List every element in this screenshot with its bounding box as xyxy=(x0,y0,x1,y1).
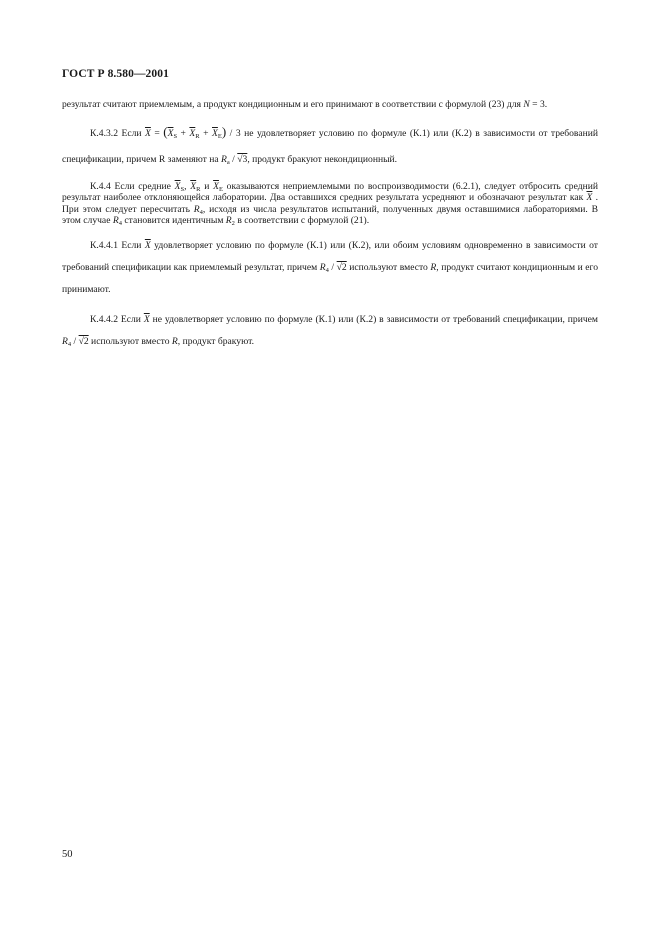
p4-x-mean: $\overline{X}$ xyxy=(144,239,151,251)
paragraph-k4-4 xyxy=(62,181,598,227)
p5-mid: не удовлетворяет условию по формуле (К.1) или (К.2) в зависимости от требований спецификации, причем xyxy=(149,313,598,325)
p5-x-mean: $\overline{X}$ xyxy=(143,313,150,325)
p4-sqrt2: √2 xyxy=(336,261,347,273)
p3-and: и xyxy=(200,180,214,192)
p5-sqrt2: √2 xyxy=(78,335,89,347)
p2-rparen: ) xyxy=(221,123,227,139)
p2-mid: не удовлетворяет условию по формуле (К.1) или (К.2) в зависимости от требований спецификации, причем R заменяют на xyxy=(62,127,598,165)
p5-r4: R xyxy=(62,335,68,347)
p2-x-mean: $\overline{X}$ xyxy=(144,127,151,139)
p1-text: результат считают приемлемым, а продукт кондиционным и его принимают в соответствии с формулой (23) для xyxy=(62,99,524,110)
p2-ra: R xyxy=(221,153,227,165)
p5-tail: , продукт бракуют. xyxy=(177,335,254,347)
p4-slash: / xyxy=(328,261,337,273)
p2-xr: $\overline{X}$ xyxy=(189,127,196,139)
p5-r: R xyxy=(171,335,178,347)
p3-x-mean: $\overline{X}$ xyxy=(586,192,593,203)
p4-r4-sub: 4 xyxy=(325,266,329,274)
p2-lparen: ( xyxy=(163,123,168,139)
p3-r2-sub: 2 xyxy=(231,220,235,227)
p3-tail: в соответствии с формулой (21). xyxy=(234,215,370,226)
p3-r-sub: R xyxy=(196,185,201,193)
p3-xr: $\overline{X}$ xyxy=(190,180,197,192)
p2-xe: $\overline{X}$ xyxy=(212,127,218,139)
paragraph-k4-4-2 xyxy=(62,309,598,353)
p2-tail: , продукт бракуют некондиционный. xyxy=(247,153,398,165)
p1-n-tail: = 3. xyxy=(529,99,548,110)
document-header: ГОСТ Р 8.580—2001 xyxy=(62,68,169,80)
p3-lead: К.4.4 Если средние xyxy=(90,180,175,192)
p2-plus1: + xyxy=(177,127,190,139)
page-number: 50 xyxy=(62,849,73,860)
p3-mid2: . При этом следует пересчитать xyxy=(62,192,599,215)
p3-e-sub: E xyxy=(218,185,223,193)
p3-xs: $\overline{X}$ xyxy=(174,180,181,192)
p5-lead: К.4.4.2 Если xyxy=(90,313,144,325)
p4-r4: R xyxy=(319,261,326,273)
p3-r2: R xyxy=(225,215,232,226)
p2-s-sub: S xyxy=(173,132,178,140)
p1-n-symbol: N xyxy=(523,99,530,110)
p2-div3: / 3 xyxy=(226,127,241,139)
paragraph-k4-3-2 xyxy=(62,119,598,173)
document-body xyxy=(62,99,598,361)
p4-mid2: используют вместо xyxy=(346,261,431,273)
p3-r4b: R xyxy=(112,215,119,226)
paragraph-p1 xyxy=(62,99,598,111)
p2-xs: $\overline{X}$ xyxy=(167,127,174,139)
p5-mid2: используют вместо xyxy=(88,335,172,347)
paragraph-k4-4-1 xyxy=(62,235,598,301)
p3-xe: $\overline{X}$ xyxy=(213,180,219,192)
p4-lead: К.4.4.1 Если xyxy=(90,239,145,251)
p4-r: R xyxy=(430,261,437,273)
p2-lead: К.4.3.2 Если xyxy=(90,127,145,139)
p5-slash: / xyxy=(71,335,79,347)
p2-e-sub: E xyxy=(217,132,222,140)
p3-comma: , xyxy=(184,180,191,192)
p3-r4a: R xyxy=(193,203,200,215)
p3-mid1: оказываются неприемлемыми по воспроизводимости (6.2.1), следует отбросить средний результат наиболее отклоняющейся лаборатории. Два оставшихся средних результата усредняют и обозначают результат как xyxy=(62,180,599,203)
p3-mid4: становится идентичным xyxy=(121,215,226,226)
p3-mid3: , исходя из числа результатов испытаний, полученных двумя оставшимися лабораториями. В этом случае xyxy=(62,203,598,226)
p2-slash: / xyxy=(229,153,238,165)
p4-tail: , продукт считают кондиционным и его принимают. xyxy=(62,261,599,295)
p2-plus2: + xyxy=(199,127,212,139)
p3-r4b-sub: 4 xyxy=(118,220,122,227)
p3-s-sub: S xyxy=(180,185,185,193)
p2-a-sub: a xyxy=(226,158,230,166)
p4-mid: удовлетворяет условию по формуле (К.1) или (К.2), или обоим условиям одновременно в зависимости от требований спецификации как приемлемый результат, причем xyxy=(62,239,598,273)
p5-r4-sub: 4 xyxy=(67,340,72,348)
p2-eq: = xyxy=(150,127,164,139)
p3-r4a-sub: 4 xyxy=(199,208,203,216)
p2-r-sub: R xyxy=(195,132,200,140)
p2-sqrt3: √3 xyxy=(237,153,248,165)
